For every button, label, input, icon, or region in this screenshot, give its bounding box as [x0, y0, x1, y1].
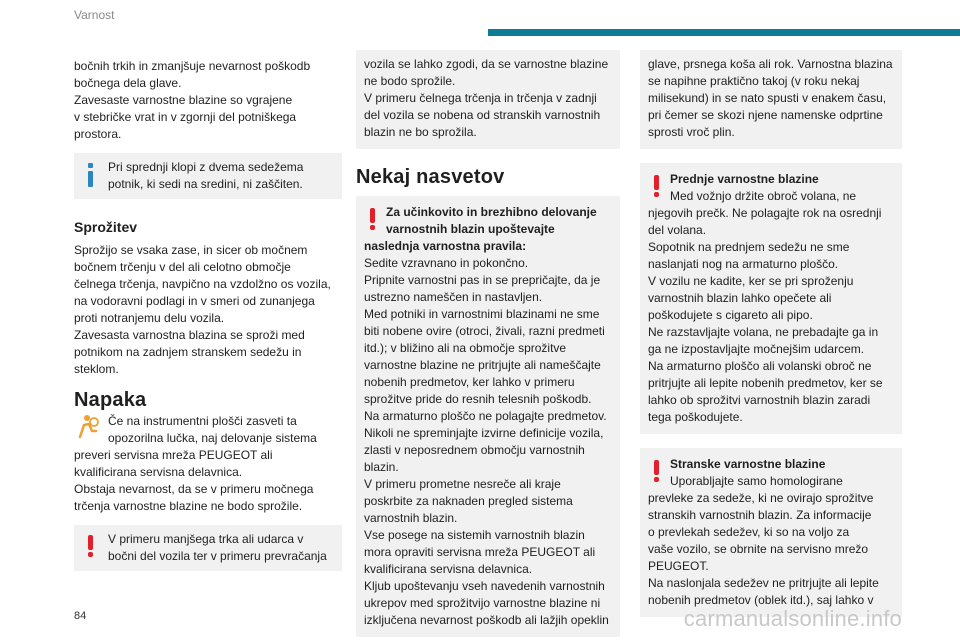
nasveti-heading: Nekaj nasvetov — [356, 166, 505, 188]
airbag-warning-lamp-icon — [74, 413, 100, 439]
column-1 — [74, 58, 342, 571]
sprozitev-text: Sprožijo se vsaka zase, in sicer ob močnem bočnem trčenju v del ali celotno območje čelnega trčenja, navpično na vzdolžno os vozila, na vodoravni podlagi in v smeri od zunanjega proti notranjemu delu vozila. Zavesasta varnostna blazina se sproži med potnikom na zadnjem stranskem sedežu in steklom. — [74, 243, 331, 376]
continued-note-2: glave, prsnega koša ali rok. Varnostna blazina se napihne praktično takoj (v roku nekaj milisekund) in se nato spusti v enakem času, pri čemer se skozi njene namenske odprtine sprosti vroč plin. — [640, 50, 902, 149]
side-airbags-note: Stranske varnostne blazine Uporabljajte samo homologirane prevleke za sedeže, ki ne ovirajo sprožitve stranskih varnostnih blazin. Za informacije o prevlekah sedežev, ki so na voljo za vaše vozilo, se obrnite na servisno mrežo PEUGEOT. Na naslonjala sedežev ne pritrjujte ali lepite nobenih predmetov (oblek itd.), saj lahko v — [640, 448, 902, 617]
napaka-heading: Napaka — [74, 389, 147, 411]
front-airbags-note: Prednje varnostne blazine Med vožnjo držite obroč volana, ne njegovih prečk. Ne polagajte rok na osrednji del volana. Sopotnik na prednjem sedežu ne sme naslanjati nog na armaturno ploščo. V vozilu ne kadite, ker se pri sproženju varnostnih blazin lahko opečete ali poškodujete s cigareto ali pipo. Ne razstavljajte volana, ne prebadajte ga in ga ne izpostavljajte močnejšim udarcem. Na armaturno ploščo ali volanski obroč ne pritrjujte ali lepite nobenih predmetov, ker se lahko ob sprožitvi varnostnih blazin zaradi tega poškodujete. — [640, 163, 902, 434]
page-number: 84 — [74, 610, 87, 622]
sprozitev-heading: Sprožitev — [74, 219, 138, 235]
napaka-block: Če na instrumentni plošči zasveti ta opozorilna lučka, naj delovanje sistema preveri servisna mreža PEUGEOT ali kvalificirana servisna delavnica. Obstaja nevarnost, da se v primeru močnega trčenja varnostne blazine ne bodo sprožile. — [74, 414, 317, 513]
warning-exclamation-icon — [370, 208, 375, 230]
info-icon — [88, 163, 93, 187]
warning-exclamation-icon — [654, 175, 659, 197]
warning-note: V primeru manjšega trka ali udarca v bočni del vozila ter v primeru prevračanja — [74, 525, 342, 571]
header-accent-bar — [488, 29, 960, 36]
info-note: Pri sprednji klopi z dvema sedežema potnik, ki sedi na sredini, ni zaščiten. — [74, 153, 342, 199]
section-title: Varnost — [74, 8, 115, 22]
intro-text: bočnih trkih in zmanjšuje nevarnost poškodb bočnega dela glave. Zavesaste varnostne blazine so vgrajene v stebričke vrat in v zgornji del potniškega prostora. — [74, 59, 311, 141]
watermark: carmanualsonline.info — [683, 606, 902, 631]
warning-exclamation-icon — [654, 460, 659, 482]
continued-note: vozila se lahko zgodi, da se varnostne blazine ne bodo sprožile. V primeru čelnega trčenja in trčenja v zadnji del vozila se nobena od stranskih varnostnih blazin ne bo sprožila. — [356, 50, 620, 149]
warning-exclamation-icon — [88, 535, 93, 557]
column-2 — [356, 50, 620, 637]
column-3 — [640, 50, 902, 617]
safety-rules-note: Za učinkovito in brezhibno delovanje varnostnih blazin upoštevajte naslednja varnostna pravila: Sedite vzravnano in pokončno. Pripnite varnostni pas in se prepričajte, da je ustrezno nameščen in nastavljen. Med potniki in varnostnimi blazinami ne sme biti nobene ovire (otroci, živali, razni predmeti itd.); v bližino ali na območje sprožitve varnostne blazine ne pritrjujte ali nameščajte nobenih predmetov, ker lahko v primeru sprožitve pride do resnih telesnih poškodb. Na armaturno ploščo ne polagajte predmetov. Nikoli ne spreminjajte izvirne definicije vozila, zlasti v neposrednem območju varnostnih blazin. V primeru prometne nesreče ali kraje poskrbite za naknaden pregled sistema varnostnih blazin. Vse posege na sistemih varnostnih blazin mora opraviti servisna mreža PEUGEOT ali kvalificirana servisna delavnica. Kljub upoštevanju vseh navedenih varnostnih ukrepov med sprožitvijo varnostne blazine ni izključena nevarnost poškodb ali lažjih opeklin — [356, 196, 620, 637]
